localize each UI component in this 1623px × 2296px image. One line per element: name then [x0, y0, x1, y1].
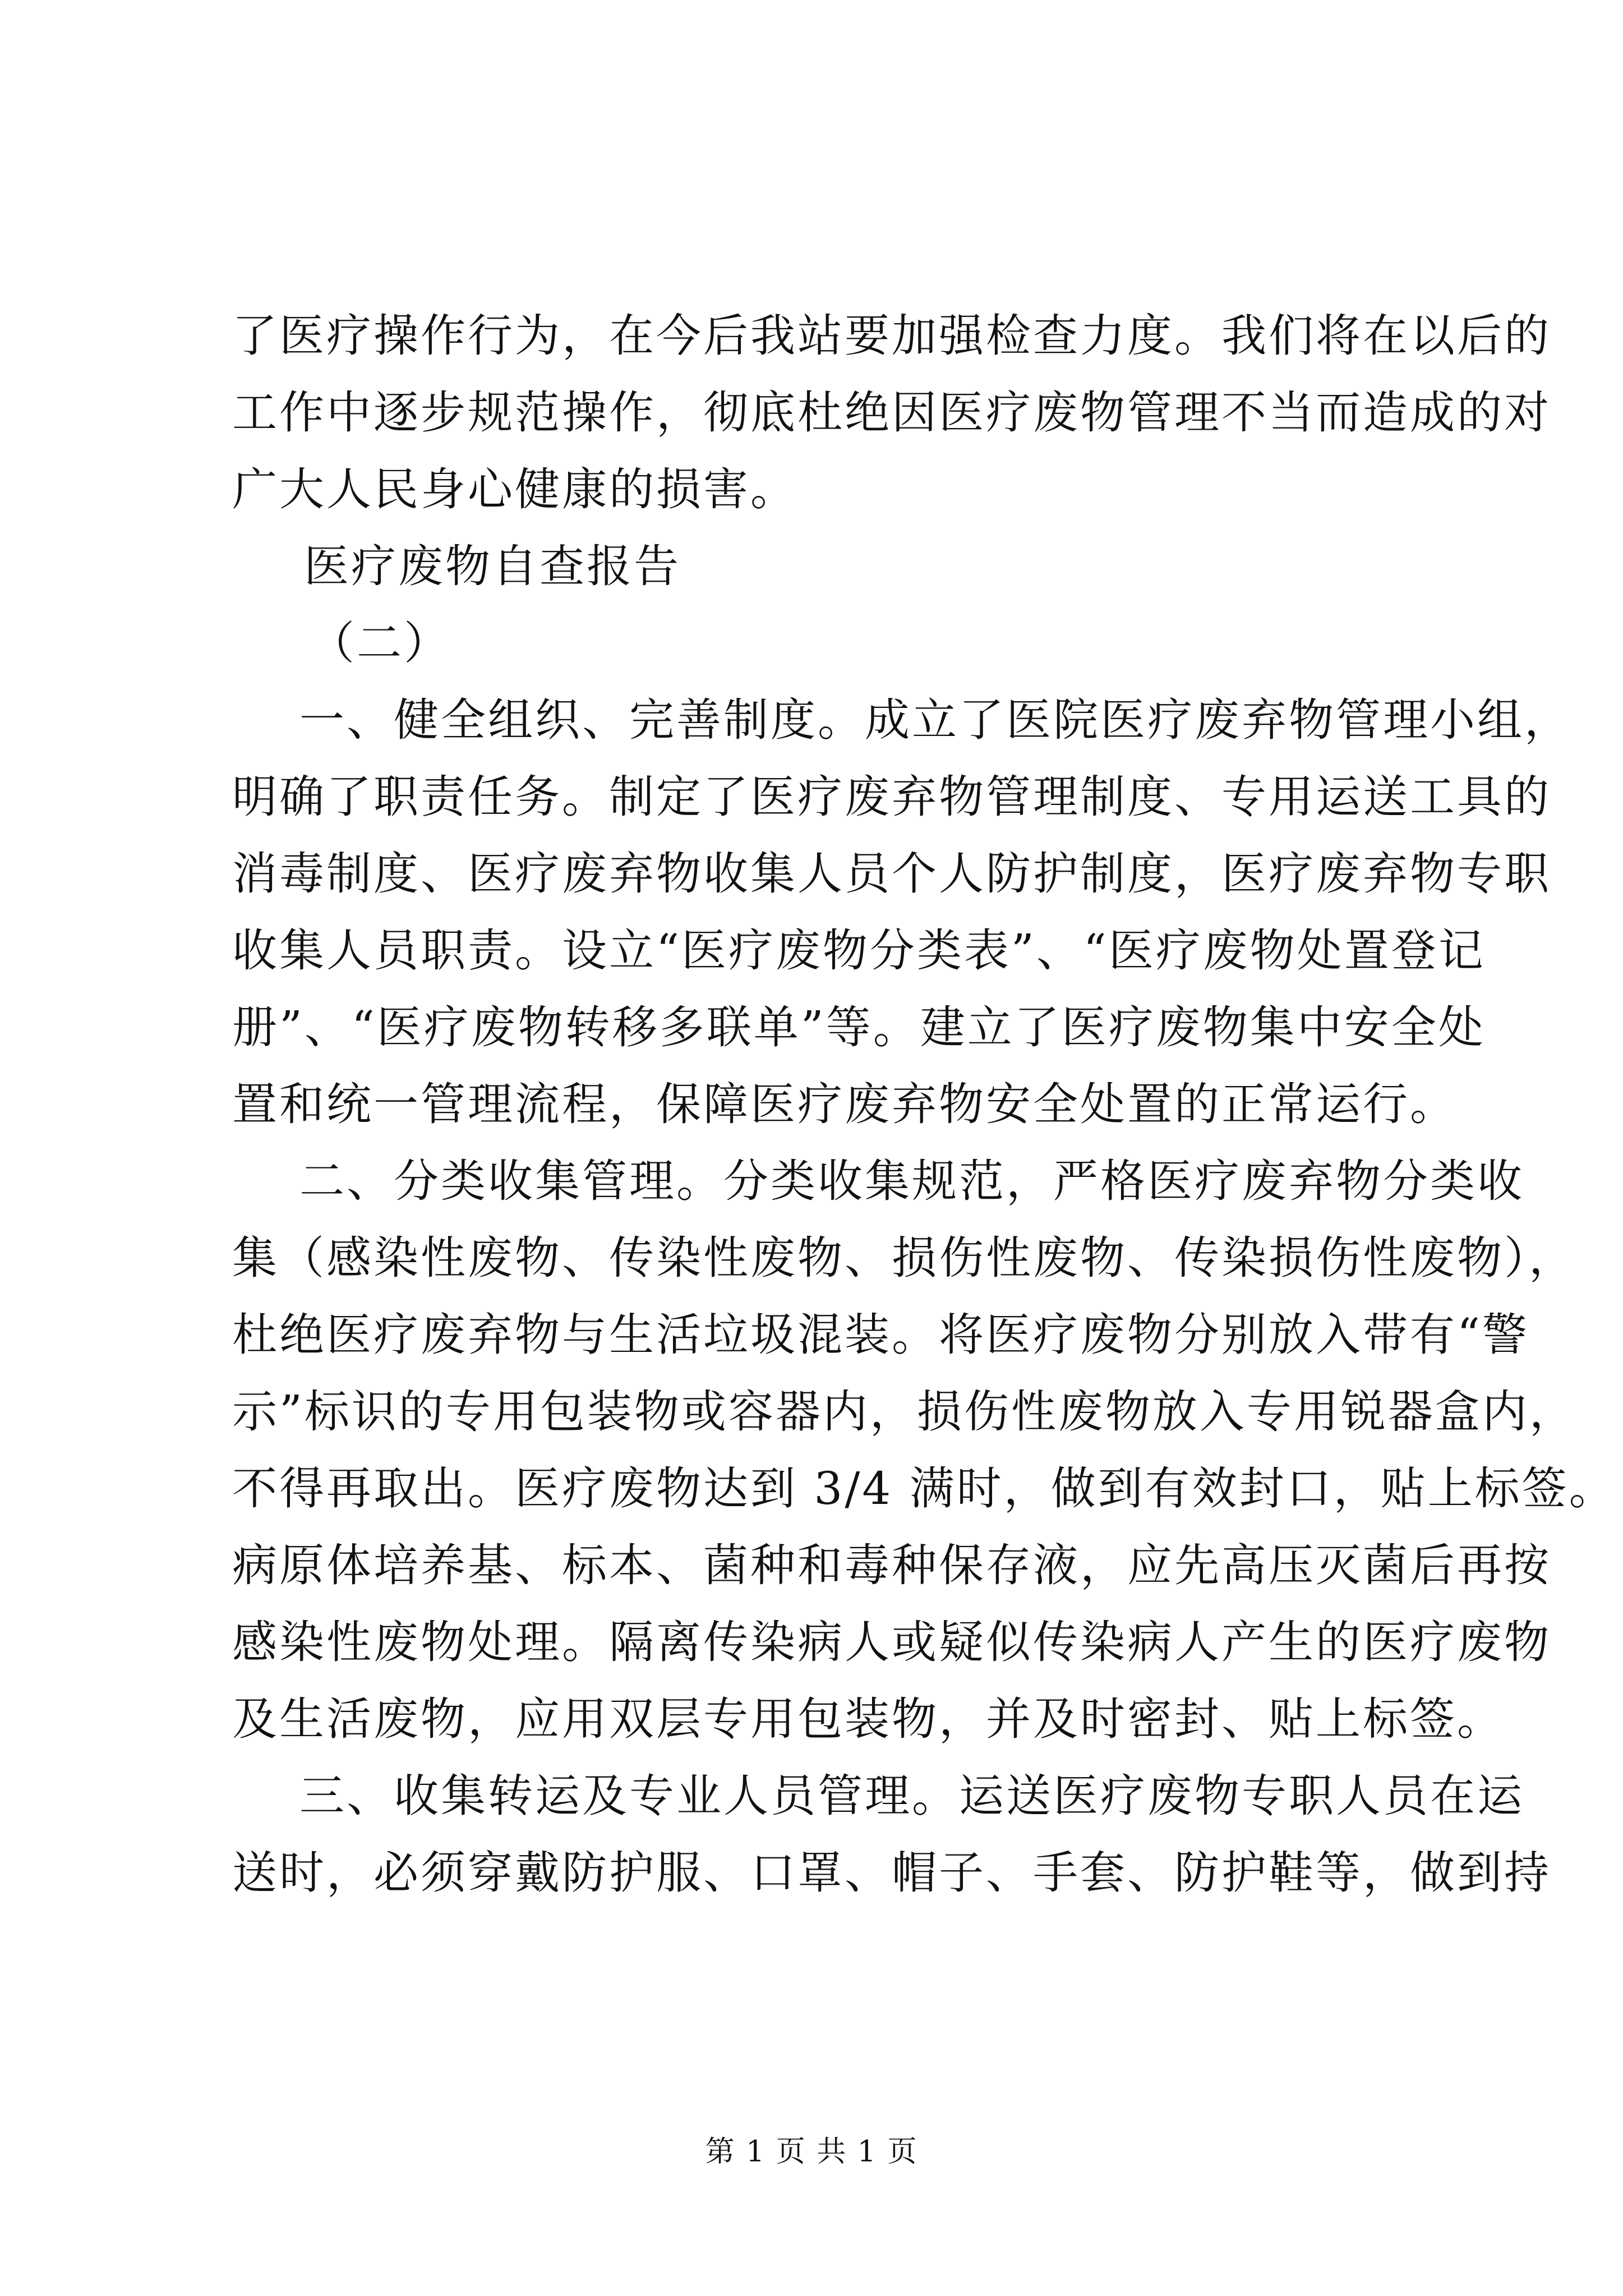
paragraph-line: 示”标识的专用包装物或容器内，损伤性废物放入专用锐器盒内，	[232, 1386, 1576, 1438]
paragraph-line: 二、分类收集管理。分类收集规范，严格医疗废弃物分类收	[299, 1155, 1524, 1207]
paragraph-line: 明确了职责任务。制定了医疗废弃物管理制度、专用运送工具的	[232, 771, 1551, 823]
section-subtitle: （二）	[310, 617, 451, 669]
paragraph-line: 置和统一管理流程，保障医疗废弃物安全处置的正常运行。	[232, 1078, 1457, 1130]
paragraph-line: 集（感染性废物、传染性废物、损伤性废物、传染损伤性废物），	[232, 1232, 1576, 1284]
paragraph-line: 一、健全组织、完善制度。成立了医院医疗废弃物管理小组，	[299, 694, 1571, 746]
paragraph-line: 收集人员职责。设立“医疗废物分类表”、“医疗废物处置登记	[232, 924, 1486, 977]
paragraph-line: 杜绝医疗废弃物与生活垃圾混装。将医疗废物分别放入带有“警	[232, 1309, 1529, 1361]
paragraph-line: 消毒制度、医疗废弃物收集人员个人防护制度，医疗废弃物专职	[232, 848, 1551, 900]
paragraph-line: 广大人民身心健康的损害。	[232, 463, 797, 516]
paragraph-line: 感染性废物处理。隔离传染病人或疑似传染病人产生的医疗废物	[232, 1616, 1551, 1668]
paragraph-line: 了医疗操作行为，在今后我站要加强检查力度。我们将在以后的	[232, 310, 1551, 362]
paragraph-line: 工作中逐步规范操作，彻底杜绝因医疗废物管理不当而造成的对	[232, 386, 1551, 439]
paragraph-line: 不得再取出。医疗废物达到 3/4 满时，做到有效封口，贴上标签。	[232, 1462, 1616, 1515]
paragraph-line: 病原体培养基、标本、菌种和毒种保存液，应先高压灭菌后再按	[232, 1539, 1551, 1591]
document-body	[232, 297, 1616, 1911]
paragraph-line: 送时，必须穿戴防护服、口罩、帽子、手套、防护鞋等，做到持	[232, 1847, 1551, 1899]
paragraph-line: 三、收集转运及专业人员管理。运送医疗废物专职人员在运	[299, 1770, 1524, 1822]
section-title: 医疗废物自查报告	[304, 540, 681, 592]
page-footer: 第 1 页 共 1 页	[705, 2135, 918, 2169]
paragraph-line: 及生活废物，应用双层专用包装物，并及时密封、贴上标签。	[232, 1693, 1504, 1745]
paragraph-line: 册”、“医疗废物转移多联单”等。建立了医疗废物集中安全处	[232, 1001, 1486, 1053]
